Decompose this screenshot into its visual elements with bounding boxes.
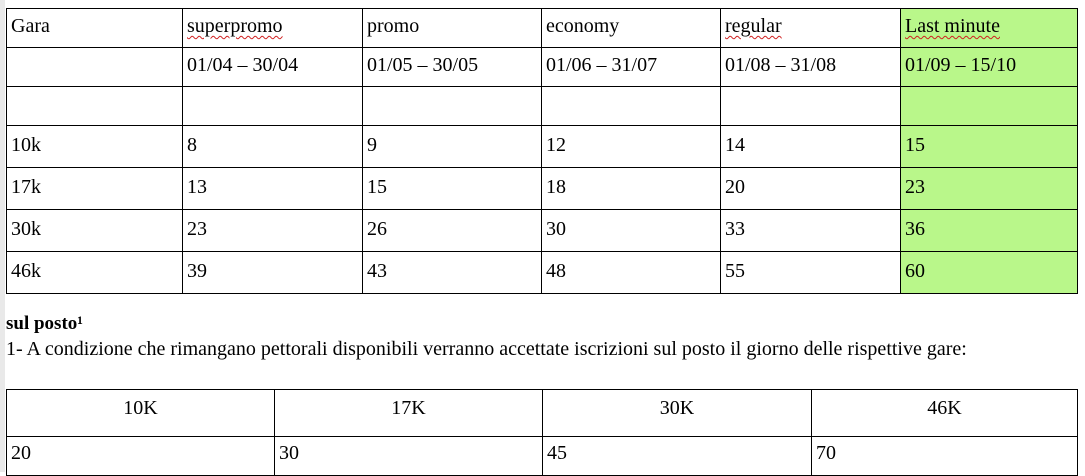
date-regular: 01/08 – 31/08: [721, 48, 901, 87]
onsite-header-30k: 30K: [543, 390, 812, 437]
price-cell: 48: [542, 252, 721, 294]
price-cell: 13: [183, 168, 363, 210]
price-cell-last-minute: 60: [901, 252, 1078, 294]
note-title: sul posto¹: [6, 313, 83, 334]
empty-cell: [183, 87, 363, 126]
price-cell: 15: [363, 168, 542, 210]
page-margin-edge: [0, 0, 5, 472]
price-cell: 39: [183, 252, 363, 294]
price-cell: 23: [183, 210, 363, 252]
price-cell: 55: [721, 252, 901, 294]
price-cell-last-minute: 36: [901, 210, 1078, 252]
table-row: [7, 210, 1078, 252]
onsite-price-table: [6, 389, 1078, 476]
onsite-value-30k: 45: [543, 437, 812, 476]
race-label: 30k: [7, 210, 183, 252]
header-superpromo: [183, 9, 363, 48]
date-superpromo: 01/04 – 30/04: [183, 48, 363, 87]
price-cell: 8: [183, 126, 363, 168]
race-label: 10k: [7, 126, 183, 168]
header-economy: economy: [542, 9, 721, 48]
price-empty-row: [7, 87, 1078, 126]
price-header-row: [7, 9, 1078, 48]
date-promo: 01/05 – 30/05: [363, 48, 542, 87]
header-gara: Gara: [7, 9, 183, 48]
price-cell: 30: [542, 210, 721, 252]
header-last-minute-text: Last minute: [905, 15, 1000, 37]
empty-cell: [7, 87, 183, 126]
header-superpromo-text: superpromo: [187, 15, 283, 37]
price-cell: 12: [542, 126, 721, 168]
onsite-value-17k: 30: [275, 437, 543, 476]
empty-cell-last-minute: [901, 87, 1078, 126]
onsite-header-46k: 46K: [812, 390, 1078, 437]
price-dates-row: [7, 48, 1078, 87]
onsite-value-10k: 20: [7, 437, 275, 476]
price-cell: 20: [721, 168, 901, 210]
onsite-value-46k: 70: [812, 437, 1078, 476]
empty-cell: [542, 87, 721, 126]
price-cell-last-minute: 23: [901, 168, 1078, 210]
date-economy: 01/06 – 31/07: [542, 48, 721, 87]
onsite-header-17k: 17K: [275, 390, 543, 437]
table-row: [7, 126, 1078, 168]
onsite-values-row: [7, 437, 1078, 476]
note-text: 1- A condizione che rimangano pettorali disponibili verranno accettate iscrizioni sul posto il giorno delle rispettive gare:: [6, 338, 967, 360]
price-cell: 43: [363, 252, 542, 294]
empty-cell: [721, 87, 901, 126]
race-label: 46k: [7, 252, 183, 294]
price-cell: 33: [721, 210, 901, 252]
empty-cell: [363, 87, 542, 126]
price-table: [6, 8, 1078, 294]
date-last-minute: 01/09 – 15/10: [901, 48, 1078, 87]
date-cell-empty: [7, 48, 183, 87]
price-cell: 18: [542, 168, 721, 210]
price-cell-last-minute: 15: [901, 126, 1078, 168]
price-cell: 9: [363, 126, 542, 168]
header-last-minute: [901, 9, 1078, 48]
header-regular: [721, 9, 901, 48]
table-row: [7, 168, 1078, 210]
price-cell: 14: [721, 126, 901, 168]
header-promo: promo: [363, 9, 542, 48]
price-cell: 26: [363, 210, 542, 252]
onsite-header-10k: 10K: [7, 390, 275, 437]
table-row: [7, 252, 1078, 294]
header-regular-text: regular: [725, 15, 782, 37]
race-label: 17k: [7, 168, 183, 210]
onsite-header-row: [7, 390, 1078, 437]
